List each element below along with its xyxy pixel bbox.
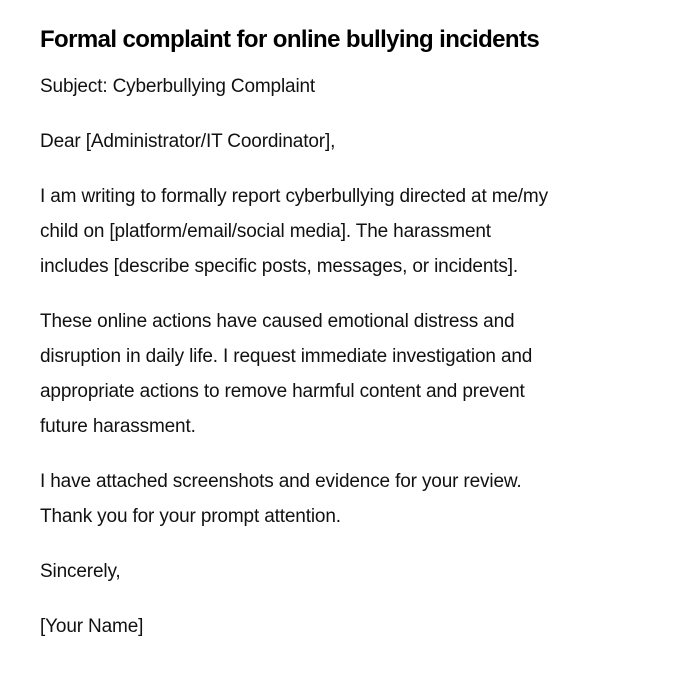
subject-line: Subject: Cyberbullying Complaint: [40, 76, 316, 97]
paragraph-line: appropriate actions to remove harmful content and prevent: [40, 381, 525, 402]
paragraph-line: child on [platform/email/social media]. The harassment: [40, 221, 491, 242]
body-paragraph-report: [40, 179, 660, 284]
closing: Sincerely,: [40, 561, 121, 582]
paragraph-line: disruption in daily life. I request immediate investigation and: [40, 346, 533, 367]
paragraph-line: includes [describe specific posts, messages, or incidents].: [40, 256, 518, 277]
paragraph-line: I am writing to formally report cyberbullying directed at me/my: [40, 186, 548, 207]
paragraph-line: future harassment.: [40, 416, 196, 437]
document-title: Formal complaint for online bullying incidents: [40, 26, 540, 53]
signature-placeholder: [Your Name]: [40, 616, 144, 637]
salutation: Dear [Administrator/IT Coordinator],: [40, 131, 336, 152]
letter-document: [40, 24, 660, 664]
paragraph-line: Thank you for your prompt attention.: [40, 506, 341, 527]
paragraph-line: I have attached screenshots and evidence for your review.: [40, 471, 522, 492]
body-paragraph-evidence: [40, 464, 660, 534]
paragraph-line: These online actions have caused emotional distress and: [40, 311, 515, 332]
body-paragraph-impact: [40, 304, 660, 444]
